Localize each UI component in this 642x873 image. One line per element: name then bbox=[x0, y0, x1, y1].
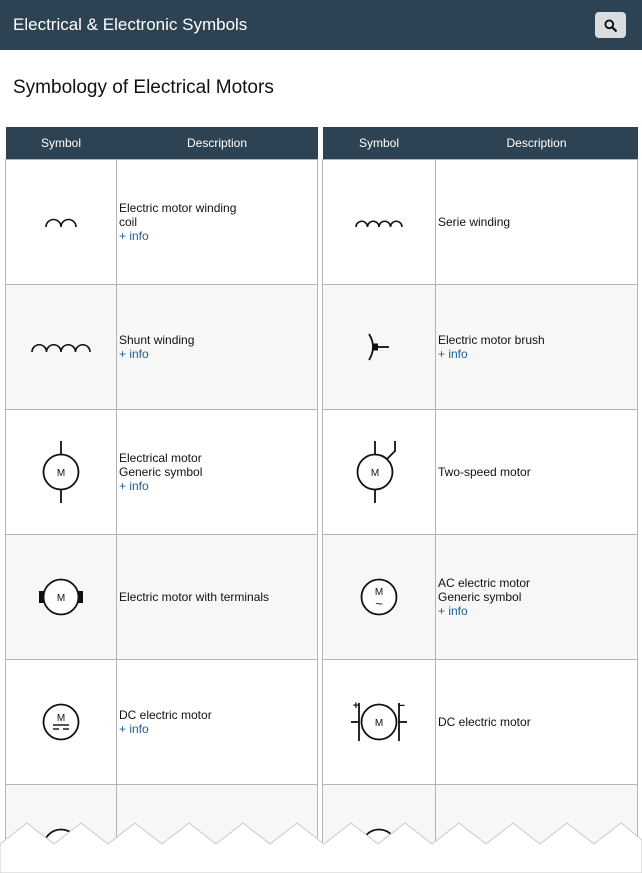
torn-edge-divider bbox=[0, 822, 642, 873]
header-bar bbox=[0, 0, 642, 50]
table-row bbox=[6, 410, 318, 535]
symbol-cell bbox=[6, 285, 117, 410]
symbol-cell bbox=[6, 535, 117, 660]
description-text: Shunt winding bbox=[119, 333, 195, 347]
symbol-cell bbox=[323, 410, 436, 535]
search-button[interactable] bbox=[595, 12, 626, 38]
symbol-cell bbox=[6, 410, 117, 535]
dc-motor-polarity-icon bbox=[347, 699, 411, 745]
electrical-motor-icon bbox=[39, 439, 83, 505]
description-text: Generic symbol bbox=[438, 590, 522, 604]
motor-letter: M bbox=[374, 718, 384, 729]
description-cell bbox=[117, 535, 318, 660]
two-speed-motor-icon bbox=[354, 439, 404, 505]
column-header-symbol: Symbol bbox=[323, 127, 436, 160]
ac-motor-icon bbox=[359, 577, 399, 617]
description-text: Electric motor winding bbox=[119, 201, 237, 215]
ac-sign: ~ bbox=[375, 596, 383, 611]
description-cell bbox=[436, 535, 638, 660]
symbol-cell bbox=[6, 660, 117, 785]
table-row bbox=[323, 410, 638, 535]
column-header-description: Description bbox=[436, 127, 638, 160]
info-link[interactable]: + info bbox=[438, 347, 468, 361]
info-link[interactable]: + info bbox=[119, 229, 149, 243]
info-link[interactable]: + info bbox=[438, 604, 468, 618]
description-cell bbox=[436, 285, 638, 410]
column-header-symbol: Symbol bbox=[6, 127, 117, 160]
search-icon bbox=[604, 19, 617, 32]
table-row bbox=[323, 660, 638, 785]
motor-with-terminals-icon bbox=[38, 577, 84, 617]
description-text: Serie winding bbox=[438, 215, 511, 229]
motor-winding-coil-icon bbox=[41, 212, 81, 232]
description-text: Electric motor with terminals bbox=[119, 590, 270, 604]
symbol-cell bbox=[323, 285, 436, 410]
description-cell bbox=[436, 660, 638, 785]
description-text: coil bbox=[119, 215, 138, 229]
description-text: AC electric motor bbox=[438, 576, 531, 590]
info-link[interactable]: + info bbox=[119, 347, 149, 361]
motor-letter: M bbox=[56, 713, 66, 724]
symbol-cell bbox=[323, 660, 436, 785]
serie-winding-icon bbox=[354, 212, 404, 232]
motor-letter: M bbox=[374, 587, 384, 598]
shunt-winding-icon bbox=[29, 337, 93, 357]
description-cell bbox=[117, 410, 318, 535]
info-link[interactable]: + info bbox=[119, 479, 149, 493]
description-text: Electric motor brush bbox=[438, 333, 545, 347]
symbol-cell bbox=[6, 160, 117, 285]
description-text: Generic symbol bbox=[119, 465, 203, 479]
description-cell bbox=[117, 660, 318, 785]
table-row bbox=[323, 535, 638, 660]
motor-letter: M bbox=[56, 468, 66, 479]
dc-motor-icon bbox=[41, 702, 81, 742]
table-row bbox=[6, 660, 318, 785]
table-row bbox=[323, 285, 638, 410]
symbols-table-right bbox=[322, 127, 638, 873]
description-text: DC electric motor bbox=[119, 708, 212, 722]
motor-letter: M bbox=[56, 593, 66, 604]
description-cell bbox=[117, 285, 318, 410]
description-cell bbox=[117, 160, 318, 285]
symbols-table-left bbox=[5, 127, 318, 873]
info-link[interactable]: + info bbox=[119, 722, 149, 736]
motor-letter: M bbox=[370, 468, 380, 479]
app-title[interactable]: Electrical & Electronic Symbols bbox=[13, 15, 248, 34]
table-row bbox=[6, 535, 318, 660]
table-row bbox=[6, 285, 318, 410]
description-cell bbox=[436, 410, 638, 535]
symbol-cell bbox=[323, 160, 436, 285]
symbol-cell bbox=[323, 535, 436, 660]
minus-sign: − bbox=[398, 700, 406, 712]
plus-sign: + bbox=[352, 700, 360, 712]
page-title: Symbology of Electrical Motors bbox=[13, 77, 274, 98]
description-cell bbox=[436, 160, 638, 285]
description-text: DC electric motor bbox=[438, 715, 531, 729]
description-text: Electrical motor bbox=[119, 451, 202, 465]
table-row bbox=[6, 160, 318, 285]
motor-brush-icon bbox=[367, 332, 391, 362]
column-header-description: Description bbox=[117, 127, 318, 160]
table-row bbox=[323, 160, 638, 285]
description-text: Two-speed motor bbox=[438, 465, 531, 479]
